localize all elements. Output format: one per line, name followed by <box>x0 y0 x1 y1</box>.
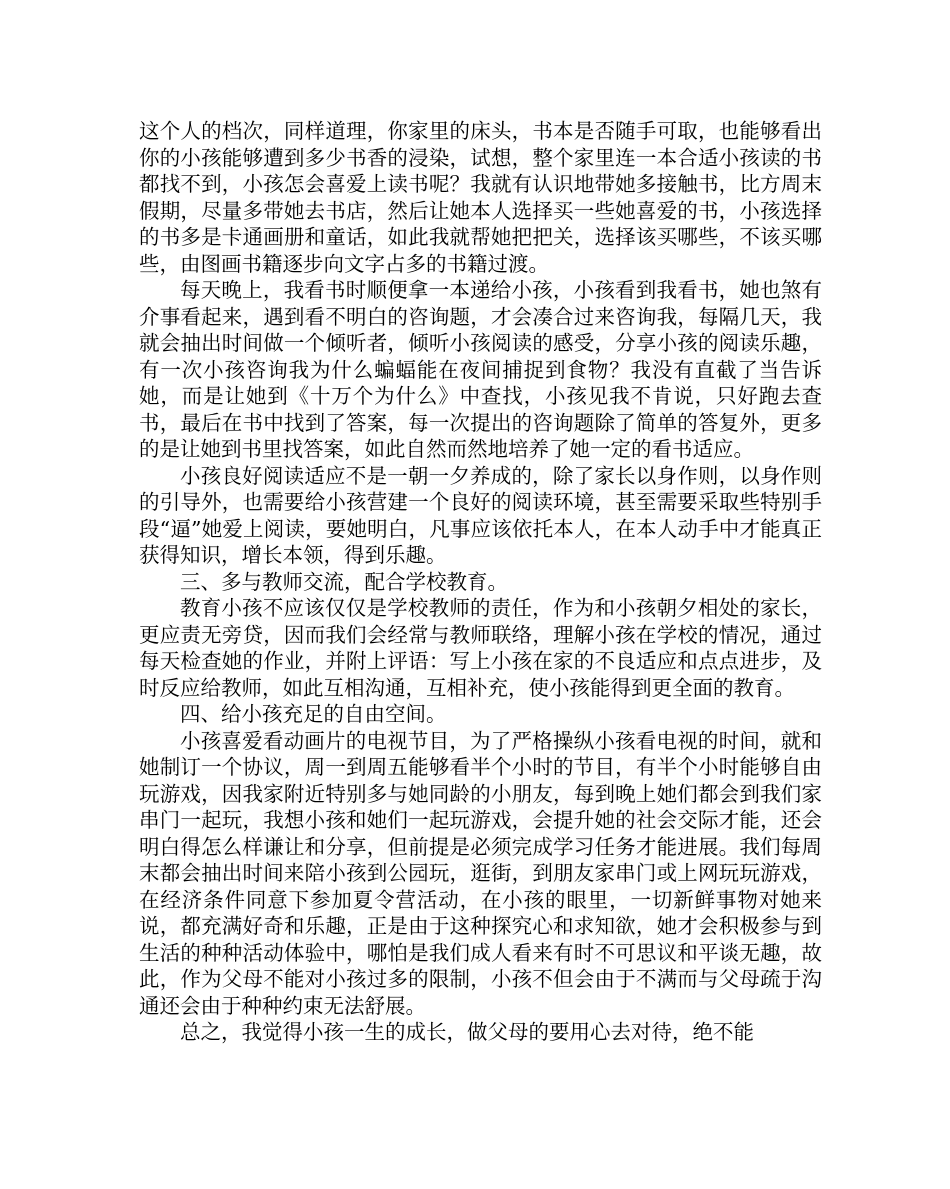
paragraph-2: 每天晚上，我看书时顺便拿一本递给小孩，小孩看到我看书，她也煞有介事看起来，遇到看不明白的咨询题，才会凑合过来咨询我，每隔几天，我就会抽出时间做一个倾听者，倾听小孩阅读的感受，分享小孩的阅读乐趣，有一次小孩咨询我为什么蝙蝠能在夜间捕捉到食物？我没有直截了当告诉她，而是让她到《十万个为什么》中查找，小孩见我不肯说，只好跑去查书，最后在书中找到了答案，每一次提出的咨询题除了简单的答复外，更多的是让她到书里找答案，如此自然而然地培养了她一定的看书适应。 <box>139 278 822 461</box>
paragraph-4: 教育小孩不应该仅仅是学校教师的责任，作为和小孩朝夕相处的家长，更应责无旁贷，因而我们会经常与教师联络，理解小孩在学校的情况，通过每天检查她的作业，并附上评语：写上小孩在家的不良适应和点点进步，及时反应给教师，如此互相沟通，互相补充，使小孩能得到更全面的教育。 <box>139 596 822 700</box>
section-heading-4: 四、给小孩充足的自由空间。 <box>180 702 447 726</box>
document-page <box>139 118 822 1046</box>
section-heading-3: 三、多与教师交流，配合学校教育。 <box>180 569 508 594</box>
paragraph-1: 这个人的档次，同样道理，你家里的床头，书本是否随手可取，也能够看出你的小孩能够遭到多少书香的浸染，试想，整个家里连一本合适小孩读的书都找不到，小孩怎会喜爱上读书呢？我就有认识地带她多接触书，比方周末假期，尽量多带她去书店，然后让她本人选择买一些她喜爱的书，小孩选择的书多是卡通画册和童话，如此我就帮她把把关，选择该买哪些，不该买哪些，由图画书籍逐步向文字占多的书籍过渡。 <box>139 119 822 276</box>
paragraph-5: 小孩喜爱看动画片的电视节目，为了严格操纵小孩看电视的时间，就和她制订一个协议，周一到周五能够看半个小时的节目，有半个小时能够自由玩游戏，因我家附近特别多与她同龄的小朋友，每到晚上她们都会到我们家串门一起玩，我想小孩和她们一起玩游戏，会提升她的社会交际才能，还会明白得怎么样谦让和分享，但前提是必须完成学习任务才能进展。我们每周末都会抽出时间来陪小孩到公园玩，逛街，到朋友家串门或上网玩玩游戏，在经济条件同意下参加夏令营活动，在小孩的眼里，一切新鲜事物对她来说，都充满好奇和乐趣，正是由于这种探究心和求知欲，她才会积极参与到生活的种种活动体验中，哪怕是我们成人看来有时不可思议和平谈无趣，故此，作为父母不能对小孩过多的限制，小孩不但会由于不满而与父母疏于沟通还会由于种种约束无法舒展。 <box>139 728 822 1018</box>
paragraph-3: 小孩良好阅读适应不是一朝一夕养成的，除了家长以身作则，以身作则的引导外，也需要给小孩营建一个良好的阅读环境，甚至需要采取些特别手段“逼”她爱上阅读，要她明白，凡事应该依托本人，在本人动手中才能真正获得知识，增长本领，得到乐趣。 <box>139 463 822 567</box>
paragraph-6: 总之，我觉得小孩一生的成长，做父母的要用心去对待，绝不能 <box>180 1020 754 1044</box>
